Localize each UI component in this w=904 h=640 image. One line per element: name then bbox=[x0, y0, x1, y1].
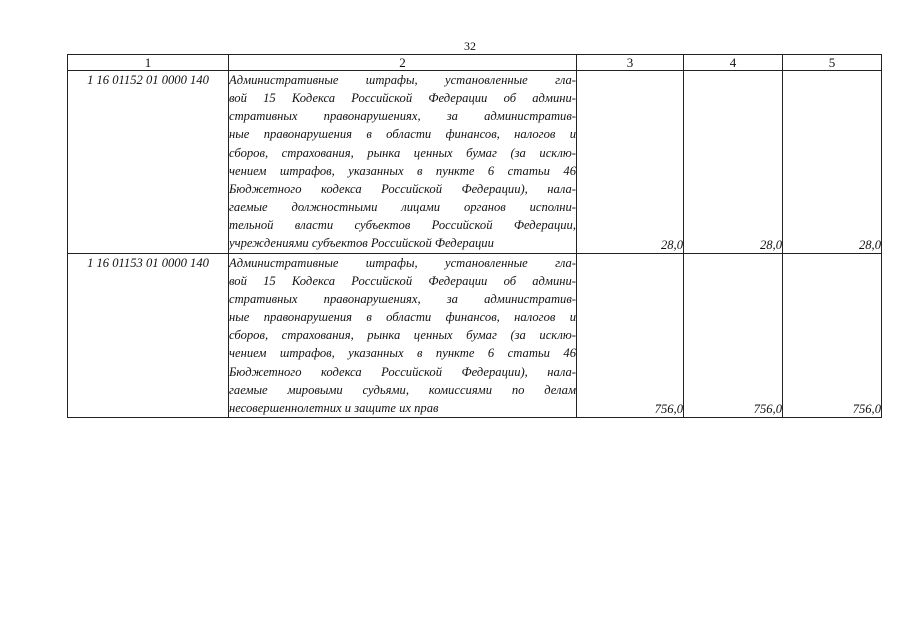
row-description bbox=[229, 253, 577, 417]
description-line: чением штрафов, указанных в пункте 6 статьи 46 bbox=[229, 346, 576, 361]
description-line: тельной власти субъектов Российской Федерации, bbox=[229, 218, 576, 233]
description-line: вой 15 Кодекса Российской Федерации об админи- bbox=[229, 273, 576, 288]
column-header-5: 5 bbox=[783, 55, 882, 71]
column-header-3: 3 bbox=[577, 55, 684, 71]
value-col3: 28,0 bbox=[577, 71, 684, 254]
value-col5: 756,0 bbox=[783, 253, 882, 417]
description-line: стративных правонарушениях, за административ- bbox=[229, 291, 576, 306]
description-line: Административные штрафы, установленные гла- bbox=[229, 255, 576, 270]
description-line: чением штрафов, указанных в пункте 6 статьи 46 bbox=[229, 163, 576, 178]
description-line: ные правонарушения в области финансов, налогов и bbox=[229, 127, 576, 142]
value-col4: 756,0 bbox=[684, 253, 783, 417]
column-header-1: 1 bbox=[68, 55, 229, 71]
table-row bbox=[68, 253, 882, 417]
description-line: вой 15 Кодекса Российской Федерации об админи- bbox=[229, 91, 576, 106]
description-line: Бюджетного кодекса Российской Федерации), нала- bbox=[229, 181, 576, 196]
budget-code: 1 16 01152 01 0000 140 bbox=[68, 71, 229, 254]
row-description bbox=[229, 71, 577, 254]
value-col5: 28,0 bbox=[783, 71, 882, 254]
description-line: Бюджетного кодекса Российской Федерации), нала- bbox=[229, 364, 576, 379]
description-line: Административные штрафы, установленные гла- bbox=[229, 73, 576, 87]
description-line: сборов, страхования, рынка ценных бумаг (за исклю- bbox=[229, 145, 576, 160]
value-col3: 756,0 bbox=[577, 253, 684, 417]
value-col4: 28,0 bbox=[684, 71, 783, 254]
column-header-4: 4 bbox=[684, 55, 783, 71]
description-line: гаемые должностными лицами органов исполни- bbox=[229, 200, 576, 215]
description-line: несовершеннолетних и защите их прав bbox=[229, 400, 439, 415]
column-header-2: 2 bbox=[229, 55, 577, 71]
description-line: сборов, страхования, рынка ценных бумаг (за исклю- bbox=[229, 328, 576, 343]
description-line: учреждениями субъектов Российской Федерации bbox=[229, 236, 494, 251]
budget-table bbox=[67, 54, 882, 418]
description-line: стративных правонарушениях, за административ- bbox=[229, 109, 576, 124]
description-line: гаемые мировыми судьями, комиссиями по делам bbox=[229, 382, 576, 397]
budget-code: 1 16 01153 01 0000 140 bbox=[68, 253, 229, 417]
page-number: 32 bbox=[464, 39, 476, 53]
description-line: ные правонарушения в области финансов, налогов и bbox=[229, 310, 576, 325]
header-row bbox=[68, 55, 882, 71]
table-row bbox=[68, 71, 882, 254]
